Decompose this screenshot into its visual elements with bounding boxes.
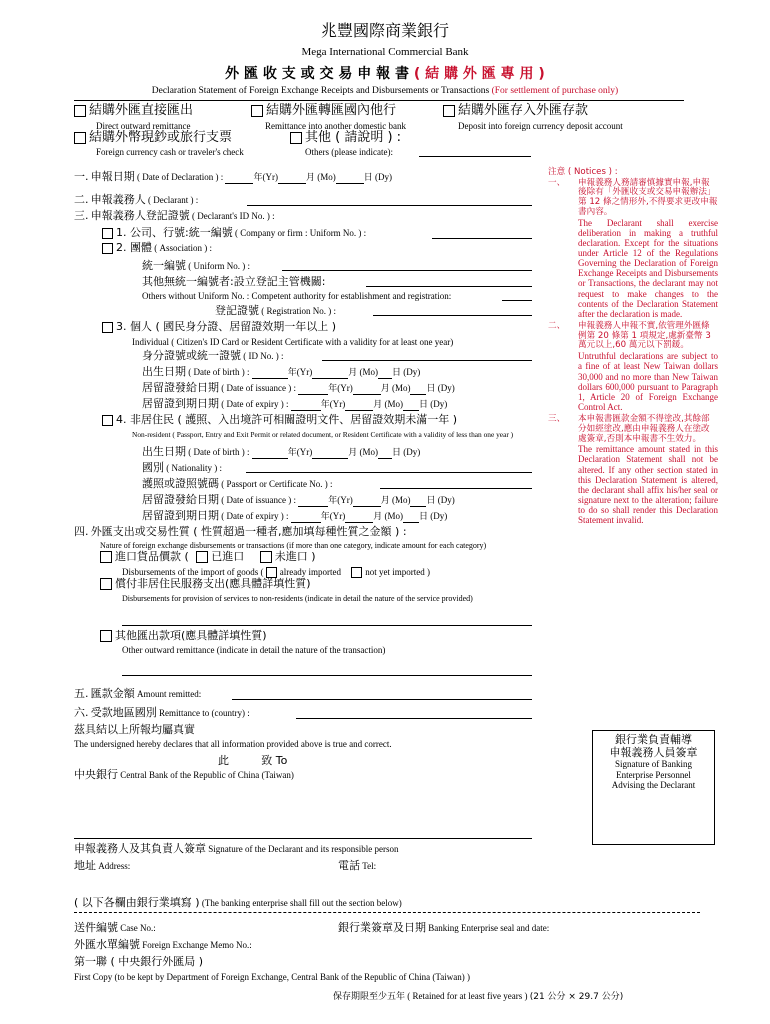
dob-month-input[interactable] — [312, 369, 348, 379]
decl-to — [218, 755, 287, 768]
nr-dob-dy: 日 (Dy) — [391, 447, 421, 457]
seal-en: Banking Enterprise seal and date: — [428, 923, 550, 933]
bank-signature-box[interactable] — [592, 730, 715, 845]
purpose-opt3 — [443, 104, 588, 119]
s1-year-input[interactable] — [225, 174, 253, 184]
decl-cb-en: Central Bank of the Republic of China (Taiwan) — [120, 770, 294, 780]
s3-nr-exp-en: ( Date of expiry ) : — [221, 511, 289, 521]
nationality-input[interactable] — [246, 463, 532, 473]
s4-en: Nature of foreign exchange disbursements or transactions (if more than one category, indicate amount for each category) — [100, 541, 487, 550]
s3-c4-zh: 4. 非居住民 ( 護照、入出境許可相關證明文件、居留證效期未滿一年 ) — [116, 413, 458, 426]
case-en: Case No.: — [120, 923, 156, 933]
s4-svc-zh: 償付非居住民服務支出(應具體詳填性質) — [115, 577, 311, 590]
s1-month-input[interactable] — [278, 174, 306, 184]
s5-en: Amount remitted: — [137, 689, 202, 699]
case-zh: 送件編號 — [74, 921, 118, 934]
s3-c2-en: ( Association ) : — [154, 243, 212, 253]
s4-svc-en: Disbursements for provision of services to non-residents (indicate in detail the nature of the service provided) — [122, 594, 473, 603]
checkbox-direct-remittance[interactable] — [74, 105, 86, 117]
nr-iss-day-input[interactable] — [410, 497, 426, 507]
iss-month-input[interactable] — [353, 385, 381, 395]
exp-day-input[interactable] — [403, 401, 419, 411]
tel-row — [338, 860, 376, 873]
decl-cb — [74, 769, 294, 782]
notice-1 — [548, 179, 718, 319]
nr-exp-yr: 年(Yr) — [320, 511, 346, 521]
notice-1-num: 一、 — [548, 177, 566, 188]
s5-zh: 匯款金額 — [90, 687, 135, 700]
dob-day-input[interactable] — [378, 369, 392, 379]
checkbox-import-goods[interactable] — [100, 551, 112, 563]
nr-dob-day-input[interactable] — [378, 449, 392, 459]
section-3 — [74, 210, 275, 223]
opt1-en: Direct outward remittance — [96, 121, 191, 131]
memo-row — [74, 939, 252, 952]
exp-year-input[interactable] — [291, 401, 321, 411]
bank-section-head — [74, 897, 402, 910]
opt3-zh: 結購外匯存入外匯存款 — [458, 103, 589, 118]
addr-en: Address: — [98, 861, 131, 871]
s1-en: ( Date of Declaration ) : — [137, 172, 224, 182]
s3-nr-iss-zh: 居留證發給日期 — [142, 493, 219, 506]
s3-zh: 申報義務人登記證號 — [90, 209, 190, 222]
checkbox-not-imported[interactable] — [260, 551, 272, 563]
form-title-zh: 外 匯 收 支 或 交 易 申 報 書 — [225, 66, 410, 82]
checkbox-cash-travelers-check[interactable] — [74, 132, 86, 144]
exp-mo: 月 (Mo) — [373, 399, 403, 409]
opt2-zh: 結購外匯轉匯國內他行 — [266, 103, 397, 118]
checkbox-individual[interactable] — [102, 322, 113, 333]
others-authority-input[interactable] — [502, 291, 532, 301]
checkbox-not-imported-en[interactable] — [351, 567, 362, 578]
checkbox-other-remittance[interactable] — [100, 630, 112, 642]
s3-c3-zh: 3. 個人 ( 國民身分證、居留證效期一年以上 ) — [116, 320, 337, 333]
s1-mo: 月 (Mo) — [305, 172, 336, 182]
dob-year-input[interactable] — [252, 369, 288, 379]
s3-en: ( Declarant's ID No. ) : — [192, 211, 275, 221]
s6-zh: 受款地區國別 — [90, 706, 157, 719]
nr-exp-day-input[interactable] — [403, 513, 419, 523]
checkbox-fx-deposit[interactable] — [443, 105, 455, 117]
opt5-en: Others (please indicate): — [305, 147, 393, 157]
tel-en: Tel: — [362, 861, 377, 871]
s4-oth-zh: 其他匯出款項(應具體詳填性質) — [115, 629, 267, 642]
s6-num: 六. — [74, 706, 89, 719]
s4-service-row — [100, 578, 311, 591]
notice-2-zh: 申報義務人申報不實,依管理外匯條例第 20 條第 1 項規定,處新臺幣 3 萬元以上,60 萬元以下罰鍰。 — [578, 321, 711, 351]
nr-exp-month-input[interactable] — [345, 513, 373, 523]
s3-uniform-row — [142, 260, 250, 273]
seal-zh: 銀行業簽章及日期 — [338, 921, 426, 934]
notice-2-num: 二、 — [548, 321, 566, 332]
bank-head-en: (The banking enterprise shall fill out the section below) — [201, 898, 402, 908]
purpose-opt4 — [74, 131, 232, 146]
s3-c2-zh: 2. 團體 — [116, 241, 152, 254]
s6-en: Remittance to (country) : — [159, 708, 250, 718]
notice-3-en: The remittance amount stated in this Declaration Statement shall not be altered. If any other section stated in this Declaration Statement is altered, the declarant shall affix his/her seal or signature next to the alteration; failure to do so shall render this Declaration Statement invalid. — [578, 444, 718, 526]
nr-exp-mo: 月 (Mo) — [373, 511, 403, 521]
s4-other-row — [100, 630, 267, 643]
s3-nr-dob-zh: 出生日期 — [142, 445, 186, 458]
bank-name-en: Mega International Commercial Bank — [301, 46, 469, 58]
s4-zh: 外匯支出或交易性質 ( 性質超過一種者,應加填每種性質之金額 ) : — [90, 525, 407, 538]
s3-exp-row — [142, 398, 447, 411]
form-title-sub-zh: ( 結 購 外 匯 專 用 ) — [413, 66, 545, 82]
s3-nr-dob-en: ( Date of birth ) : — [188, 447, 250, 457]
retain-zh: 保存期限至少五年 — [333, 992, 406, 1002]
s3-nr-exp-row — [142, 510, 447, 523]
s3-pass-en: ( Passport or Certificate No. ) : — [221, 479, 333, 489]
s4-import-row — [100, 551, 316, 564]
opt3-en: Deposit into foreign currency deposit account — [458, 121, 623, 131]
s3-individual-row — [102, 321, 336, 334]
sign-label — [74, 843, 398, 856]
opt1-zh: 結購外匯直接匯出 — [89, 103, 194, 118]
form-title-en-line — [0, 86, 770, 97]
bank-name-zh: 兆豐國際商業銀行 — [320, 21, 449, 40]
section-1 — [74, 171, 392, 184]
association-uniform-input[interactable] — [282, 261, 532, 271]
signature-line[interactable] — [74, 838, 532, 839]
s4-imp-not-en: not yet imported ) — [365, 567, 430, 577]
purpose-opt2 — [251, 104, 396, 119]
section-2 — [74, 194, 198, 207]
s3-uni-en: ( Uniform No. ) : — [188, 261, 250, 271]
checkbox-nonresident[interactable] — [102, 415, 113, 426]
s1-yr: 年(Yr) — [253, 172, 278, 182]
s2-zh: 申報義務人 — [90, 193, 146, 206]
retain-row — [333, 991, 623, 1002]
bank-box-zh2: 申報義務人員簽章 — [609, 745, 698, 759]
decl-zh: 茲具結以上所報均屬真實 — [74, 723, 195, 736]
section-5 — [74, 688, 201, 701]
s3-exp-zh: 居留證到期日期 — [142, 397, 219, 410]
copy-zh: 第一聯 ( 中央銀行外匯局 ) — [74, 955, 204, 968]
decl-to-zh: 此 — [218, 754, 229, 767]
s3-reg-en: ( Registration No. ) : — [261, 306, 336, 316]
s3-association-row — [102, 242, 212, 255]
sign-en: Signature of the Declarant and its responsible person — [208, 844, 399, 854]
id-number-input[interactable] — [322, 351, 532, 361]
exp-yr: 年(Yr) — [320, 399, 346, 409]
s4-num: 四. — [74, 525, 89, 538]
form-title-en-red: (For settlement of purchase only) — [491, 86, 619, 96]
nr-exp-year-input[interactable] — [291, 513, 321, 523]
s3-c3-en: Individual ( Citizen's ID Card or Resident Certificate with a validity for at least one year) — [132, 337, 454, 347]
others-input[interactable] — [419, 147, 531, 157]
s1-day-input[interactable] — [336, 174, 364, 184]
s3-nr-dob-row — [142, 446, 420, 459]
dob-dy: 日 (Dy) — [391, 367, 421, 377]
bank-box-en3: Advising the Declarant — [611, 779, 696, 790]
notice-2-en: Untruthful declarations are subject to a fine of at least New Taiwan dollars 30,000 and no more than New Taiwan dollars 600,000 pursuant to Paragraph 1, Article 20 of Foreign Exchange Control Act. — [578, 351, 718, 412]
notices-title: 注意 ( Notices ) : — [548, 167, 618, 177]
checkbox-others[interactable] — [290, 132, 302, 144]
notice-1-en: The Declarant shall exercise deliberation in making a truthful declaration. Except for the situations under Article 12 of the Regulations Governing the Declaration of Foreign Exchange Receipts and Disbursements or Transactions, the declarant may not request to make changes to the contents of the Declaration Statement after the declaration is made. — [578, 217, 718, 319]
nr-dob-mo: 月 (Mo) — [348, 447, 378, 457]
iss-mo: 月 (Mo) — [380, 383, 411, 393]
header-divider — [74, 100, 684, 101]
iss-dy: 日 (Dy) — [426, 383, 455, 393]
dashed-divider — [74, 912, 700, 913]
competent-authority-input[interactable] — [366, 277, 532, 287]
s3-c4-en: Non-resident ( Passport, Entry and Exit Permit or related document, or Resident Certificate with a validity of less than one year ) — [132, 430, 514, 439]
s3-dob-row — [142, 366, 420, 379]
bank-box-en1: Signature of Banking — [615, 759, 692, 770]
s3-company-row — [102, 227, 366, 240]
s3-pass-zh: 護照或證照號碼 — [142, 477, 219, 490]
purpose-opt5 — [290, 131, 401, 146]
s4-imp-not-zh: 未進口 ) — [274, 550, 316, 563]
nr-dob-yr: 年(Yr) — [287, 447, 313, 457]
s4-imp-done-zh: 已進口 — [211, 550, 245, 563]
checkbox-company[interactable] — [102, 228, 113, 239]
iss-yr: 年(Yr) — [328, 383, 353, 393]
addr-zh: 地址 — [74, 859, 96, 872]
decl-cb-zh: 中央銀行 — [74, 768, 118, 781]
s3-nr-iss-row — [142, 494, 455, 507]
passport-input[interactable] — [380, 479, 532, 489]
nr-iss-yr: 年(Yr) — [328, 495, 353, 505]
nr-iss-year-input[interactable] — [298, 497, 328, 507]
s3-id-zh: 身分證號或統一證號 — [142, 349, 241, 362]
decl-to-zh2: 致 To — [261, 754, 288, 767]
s2-num: 二. — [74, 193, 89, 206]
s3-c1-en: ( Company or firm : Uniform No. ) : — [234, 228, 367, 238]
nr-exp-dy: 日 (Dy) — [418, 511, 448, 521]
s3-exp-en: ( Date of expiry ) : — [221, 399, 289, 409]
services-detail-input[interactable] — [122, 616, 532, 626]
notice-3-zh: 本申報書匯款金額不得塗改,其餘部分如經塗改,應由申報義務人在塗改處簽章,否則本申報書不生效力。 — [578, 414, 710, 444]
s3-num: 三. — [74, 209, 89, 222]
s3-others-zh: 其他無統一編號者:設立登記主管機關: — [142, 275, 326, 288]
s3-id-en: ( ID No. ) : — [243, 351, 284, 361]
s1-num: 一. — [74, 170, 89, 183]
notice-3-num: 三、 — [548, 414, 566, 425]
dob-yr: 年(Yr) — [287, 367, 313, 377]
address-row — [74, 860, 130, 873]
bank-box-zh1: 銀行業負責輔導 — [615, 733, 692, 746]
opt5-zh: 其他 ( 請說明 ) : — [305, 130, 402, 145]
opt4-zh: 結購外幣現鈔或旅行支票 — [89, 130, 233, 145]
s3-reg-row — [215, 305, 336, 318]
registration-input[interactable] — [373, 306, 532, 316]
other-remittance-input[interactable] — [122, 666, 532, 676]
company-uniform-input[interactable] — [432, 229, 532, 239]
section-6 — [74, 707, 250, 720]
s3-iss-en: ( Date of issuance ) : — [221, 383, 296, 393]
checkbox-domestic-bank[interactable] — [251, 105, 263, 117]
nr-dob-year-input[interactable] — [252, 449, 288, 459]
notices — [548, 168, 718, 525]
opt2-en: Remittance into another domestic bank — [265, 121, 406, 131]
nr-iss-dy: 日 (Dy) — [426, 495, 455, 505]
bank-head-zh: ( 以下各欄由銀行業填寫 ) — [74, 896, 200, 909]
s3-pass-row — [142, 478, 332, 491]
checkbox-association[interactable] — [102, 243, 113, 254]
s3-uni-zh: 統一編號 — [142, 259, 186, 272]
s3-dob-zh: 出生日期 — [142, 365, 186, 378]
nr-iss-mo: 月 (Mo) — [380, 495, 411, 505]
memo-zh: 外匯水單編號 — [74, 938, 140, 951]
s1-zh: 申報日期 — [90, 170, 135, 183]
retain-en: ( Retained for at least five years ) — [407, 991, 528, 1001]
iss-day-input[interactable] — [410, 385, 426, 395]
s3-others-en: Others without Uniform No. : Competent authority for establishment and registration: — [142, 291, 452, 301]
s3-id-row — [142, 350, 284, 363]
tel-zh: 電話 — [338, 859, 360, 872]
purpose-opt1 — [74, 104, 193, 119]
section-4 — [74, 526, 407, 539]
case-row — [74, 922, 156, 935]
sign-zh: 申報義務人及其負責人簽章 — [74, 842, 206, 855]
nr-dob-month-input[interactable] — [312, 449, 348, 459]
copy-en: First Copy (to be kept by Department of Foreign Exchange, Central Bank of the Republic of China (Taiwan) ) — [74, 972, 471, 982]
s4-imp-zh: 進口貨品價款 ( — [115, 550, 189, 563]
s3-nr-exp-zh: 居留證到期日期 — [142, 509, 219, 522]
amount-input[interactable] — [232, 690, 532, 700]
s3-dob-en: ( Date of birth ) : — [188, 367, 250, 377]
s3-nat-row — [142, 462, 222, 475]
checkbox-services[interactable] — [100, 578, 112, 590]
s2-en: ( Declarant ) : — [148, 195, 199, 205]
s3-nat-en: ( Nationality ) : — [166, 463, 222, 473]
dob-mo: 月 (Mo) — [348, 367, 378, 377]
s3-iss-row — [142, 382, 455, 395]
nr-iss-month-input[interactable] — [353, 497, 381, 507]
notice-1-zh: 申報義務人務請審慎據實申報,申報後除有「外匯收支或交易申報辦法」第 12 條之情形外,不得要求更改申報書內容。 — [578, 177, 718, 217]
memo-en: Foreign Exchange Memo No.: — [142, 940, 252, 950]
bank-box-en2: Enterprise Personnel — [616, 769, 691, 780]
checkbox-already-imported[interactable] — [196, 551, 208, 563]
s3-nat-zh: 國別 — [142, 461, 164, 474]
declarant-input[interactable] — [247, 196, 532, 206]
country-input[interactable] — [296, 709, 532, 719]
form-title-en: Declaration Statement of Foreign Exchange Receipts and Disbursements or Transactions — [151, 86, 490, 96]
decl-en: The undersigned hereby declares that all information provided above is true and correct. — [74, 739, 392, 749]
exp-month-input[interactable] — [345, 401, 373, 411]
exp-dy: 日 (Dy) — [418, 399, 448, 409]
notice-3 — [548, 415, 718, 525]
paper-size: (21 公分 × 29.7 公分) — [529, 992, 624, 1002]
s4-imp-en: Disbursements of the import of goods ( — [122, 567, 264, 577]
s4-imp-done-en: already imported — [279, 567, 341, 577]
s5-num: 五. — [74, 687, 89, 700]
s3-reg-zh: 登記證號 — [215, 304, 259, 317]
s4-oth-en: Other outward remittance (indicate in detail the nature of the transaction) — [122, 645, 386, 655]
s3-nr-iss-en: ( Date of issuance ) : — [221, 495, 296, 505]
s1-dy: 日 (Dy) — [363, 172, 392, 182]
seal-row — [338, 922, 549, 935]
s3-nonresident-row — [102, 414, 457, 427]
s3-c1-zh: 1. 公司、行號:統一編號 — [116, 226, 233, 239]
iss-year-input[interactable] — [298, 385, 328, 395]
opt4-en: Foreign currency cash or traveler's check — [96, 147, 244, 157]
s3-iss-zh: 居留證發給日期 — [142, 381, 219, 394]
form-title — [0, 66, 770, 82]
notice-2 — [548, 322, 718, 412]
